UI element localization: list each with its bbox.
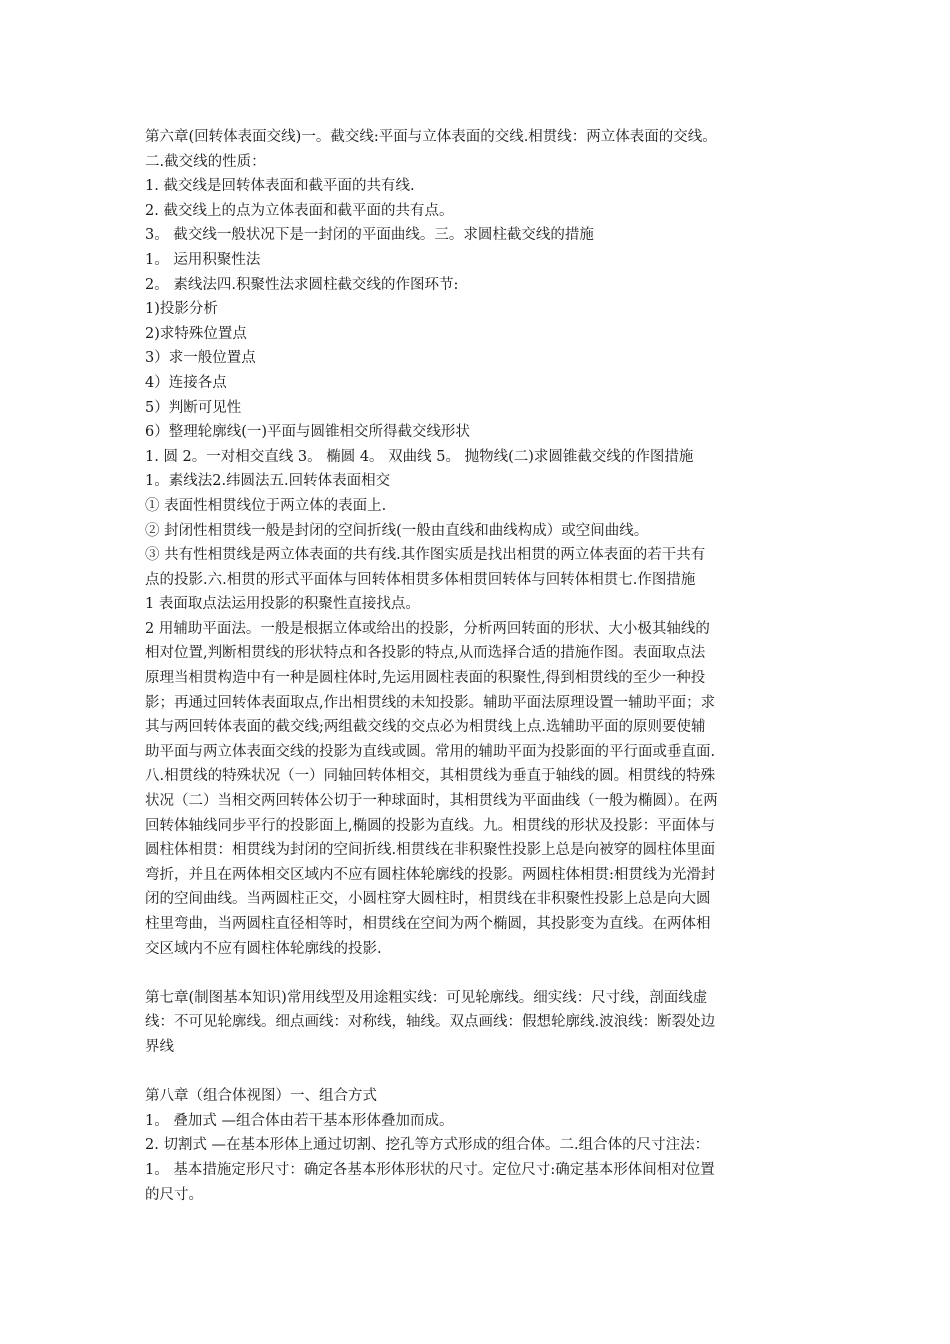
text-line: 1 表面取点法运用投影的积聚性直接找点。 xyxy=(145,596,420,613)
text-line: 其与两回转体表面的截交线;两组截交线的交点必为相贯线上点.选辅助平面的原则要使辅 xyxy=(145,719,706,736)
text-line: 1。素线法2.纬圆法五.回转体表面相交 xyxy=(145,473,391,490)
text-line: 柱里弯曲，当两圆柱直径相等时，相贯线在空间为两个椭圆，其投影变为直线。在两体相 xyxy=(145,916,711,932)
document-page xyxy=(145,125,813,1207)
paragraph-gap xyxy=(145,961,813,986)
text-line: 1. 圆 2。一对相交直线 3。 椭圆 4。 双曲线 5。 抛物线(二)求圆锥截交线的作图措施 xyxy=(145,448,694,465)
text-line: 3。 截交线一般状况下是一封闭的平面曲线。三。求圆柱截交线的措施 xyxy=(145,227,594,244)
text-line: 回转体轴线同步平行的投影面上,椭圆的投影为直线。九。相贯线的形状及投影：平面体与 xyxy=(145,817,716,834)
paragraph-gap xyxy=(145,1060,813,1085)
text-line: 1。 运用积聚性法 xyxy=(145,251,261,268)
text-line: 交区域内不应有圆柱体轮廓线的投影. xyxy=(145,940,382,957)
text-line: 1。 基本措施定形尺寸：确定各基本形体形状的尺寸。定位尺寸:确定基本形体间相对位置 xyxy=(145,1161,715,1178)
chapter-6-heading-line: 第六章(回转体表面交线)一。截交线:平面与立体表面的交线.相贯线：两立体表面的交线。 xyxy=(145,129,717,145)
text-line: ② 封闭性相贯线一般是封闭的空间折线(一般由直线和曲线构成）或空间曲线。 xyxy=(145,522,649,539)
text-line: 二.截交线的性质： xyxy=(145,153,266,170)
text-line: 的尺寸。 xyxy=(145,1186,203,1203)
text-line: 状况（二）当相交两回转体公切于一种球面时，其相贯线为平面曲线（一般为椭圆）。在两 xyxy=(145,793,718,810)
text-line: 4）连接各点 xyxy=(145,374,227,391)
text-line: ① 表面性相贯线位于两立体的表面上. xyxy=(145,497,387,514)
text-line: ③ 共有性相贯线是两立体表面的共有线.其作图实质是找出相贯的两立体表面的若干共有 xyxy=(145,547,706,564)
text-line: 点的投影.六.相贯的形式平面体与回转体相贯多体相贯回转体与回转体相贯七.作图措施 xyxy=(145,571,696,588)
text-line: 相对位置,判断相贯线的形状特点和各投影的特点,从而选择合适的措施作图。表面取点法 xyxy=(145,645,706,662)
chapter-8-section xyxy=(145,1084,813,1207)
chapter-7-section xyxy=(145,986,813,1060)
text-line: 2)求特殊位置点 xyxy=(145,325,247,342)
text-line: 闭的空间曲线。当两圆柱正交，小圆柱穿大圆柱时，相贯线在非积聚性投影上总是向大圆 xyxy=(145,891,711,908)
text-line: 2. 切割式 —在基本形体上通过切割、挖孔等方式形成的组合体。二.组合体的尺寸注法： xyxy=(145,1137,710,1154)
text-line: 界线 xyxy=(145,1038,174,1055)
chapter-6-section xyxy=(145,125,813,961)
text-line: 八.相贯线的特殊状况（一）同轴回转体相交，其相贯线为垂直于轴线的圆。相贯线的特殊 xyxy=(145,768,716,785)
text-line: 5）判断可见性 xyxy=(145,399,242,416)
text-line: 圆柱体相贯：相贯线为封闭的空间折线.相贯线在非积聚性投影上总是向被穿的圆柱体里面 xyxy=(145,842,716,859)
text-line: 3）求一般位置点 xyxy=(145,350,256,367)
text-line: 助平面与两立体表面交线的投影为直线或圆。常用的辅助平面为投影面的平行面或垂直面. xyxy=(145,743,716,760)
text-line: 影；再通过回转体表面取点,作出相贯线的未知投影。辅助平面法原理设置一辅助平面；求 xyxy=(145,694,716,711)
text-line: 1. 截交线是回转体表面和截平面的共有线. xyxy=(145,178,415,195)
text-line: 1)投影分析 xyxy=(145,301,218,318)
text-line: 6）整理轮廓线(一)平面与圆锥相交所得截交线形状 xyxy=(145,424,471,441)
text-line: 原理当相贯构造中有一种是圆柱体时,先运用圆柱表面的积聚性,得到相贯线的至少一种投 xyxy=(145,670,706,687)
text-line: 2。 素线法四.积聚性法求圆柱截交线的作图环节: xyxy=(145,276,459,293)
text-line: 线：不可见轮廓线。细点画线：对称线，轴线。双点画线：假想轮廓线.波浪线：断裂处边 xyxy=(145,1014,716,1031)
chapter-7-heading-line: 第七章(制图基本知识)常用线型及用途粗实线：可见轮廓线。细实线：尺寸线，剖面线虚 xyxy=(145,989,708,1006)
text-line: 弯折，并且在两体相交区域内不应有圆柱体轮廓线的投影。两圆柱体相贯:相贯线为光滑封 xyxy=(145,866,716,883)
text-line: 1。 叠加式 —组合体由若干基本形体叠加而成。 xyxy=(145,1112,454,1129)
text-line: 2. 截交线上的点为立体表面和截平面的共有点。 xyxy=(145,202,454,219)
text-line: 2 用辅助平面法。一般是根据立体或给出的投影，分析两回转面的形状、大小极其轴线的 xyxy=(145,620,710,637)
chapter-8-heading-line: 第八章（组合体视图）一、组合方式 xyxy=(145,1088,377,1105)
